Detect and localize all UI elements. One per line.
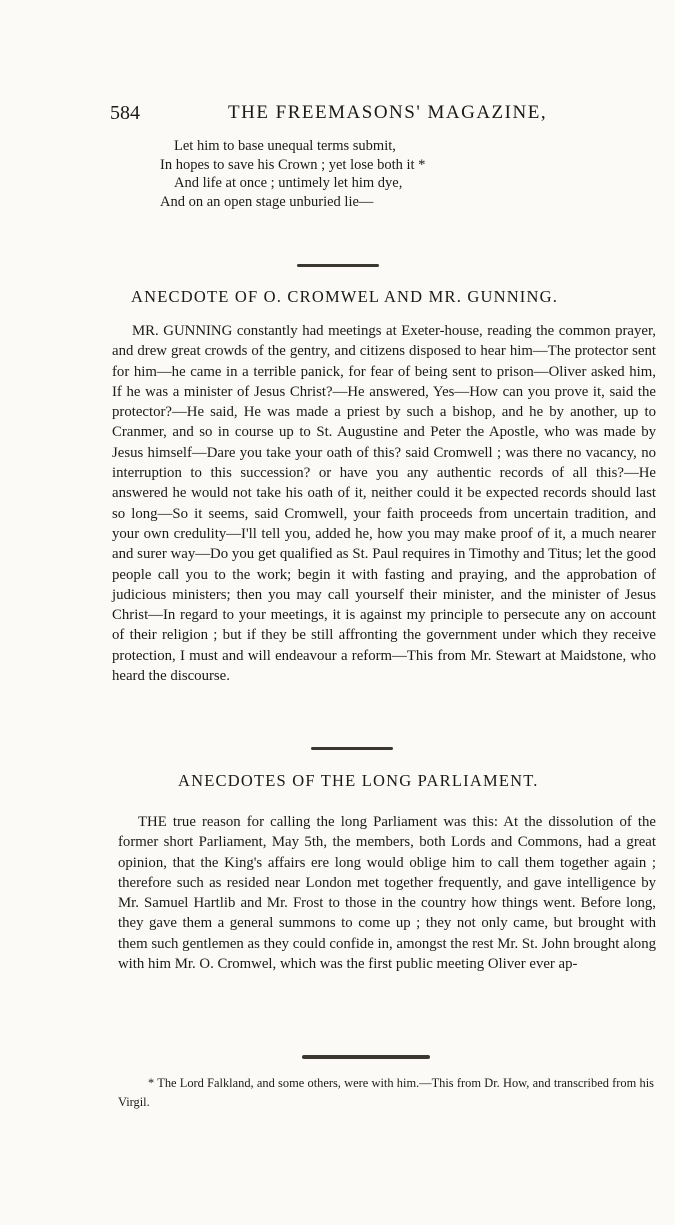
verse-line: And life at once ; untimely let him dye, <box>174 175 403 192</box>
article-heading: ANECDOTES OF THE LONG PARLIAMENT. <box>178 771 539 790</box>
footnote-divider <box>302 1055 430 1059</box>
section-divider <box>297 264 379 267</box>
article-heading: ANECDOTE OF O. CROMWEL AND MR. GUNNING. <box>131 287 559 306</box>
article-body: THE true reason for calling the long Parliament was this: At the dissolution of the former short Parliament, May 5th, the members, both Lords and Commons, had a great opinion, that the King's affairs ere long would oblige him to call them together again ; therefore such as resided near London met together frequently, and gave intelligence by Mr. Samuel Hartlib and Mr. Frost to those in the country how things went. Before long, they gave them a general summons to come up ; they not only came, but brought with them such gentlemen as they could confide in, amongst the rest Mr. St. John brought along with him Mr. O. Cromwel, which was the first public meeting Oliver ever ap- <box>118 814 656 973</box>
section-divider <box>311 747 393 750</box>
page-number: 584 <box>110 102 140 124</box>
running-title: THE FREEMASONS' MAGAZINE, <box>228 102 548 123</box>
verse-line: In hopes to save his Crown ; yet lose both it * <box>160 156 426 173</box>
page-header <box>110 102 670 132</box>
verse-line: Let him to base unequal terms submit, <box>174 138 396 154</box>
verse-block <box>160 137 580 211</box>
article-body: MR. GUNNING constantly had meetings at Exeter-house, reading the common prayer, and drew great crowds of the gentry, and citizens disposed to hear him—The protector sent for him—he came in a terrible panick, for fear of being sent to prison—Oliver asked him, If he was a minister of Jesus Christ?—He answered, Yes—How can you prove it, said the protector?—He said, He was made a priest by such a bishop, and he by another, up to Cranmer, and so in course up to St. Augustine and Peter the Apostle, who was made by Jesus himself—Dare you take your oath of this? said Cromwell ; was there no vacancy, no interruption to this succession? or have you any authentic records of all this?—He answered he would not take his oath of it, neither could it be expected records should last so long—So it seems, said Cromwell, your faith proceeds from uncertain tradition, and your own credulity—I'll tell you, added he, how you may make proof of it, a much nearer and surer way—Do you get qualified as St. Paul requires in Timothy and Titus; let the good people call you to the work; begin it with fasting and praying, and the approbation of judicious ministers; then you may call yourself their minister, and the minister of Jesus Christ—In regard to your meetings, it is against my principle to persecute any on account of their religion ; but if they be still affronting the government under which they receive protection, I must and will endeavour a reform—This from Mr. Stewart at Maidstone, who heard the discourse. <box>112 323 656 685</box>
verse-line: And on an open stage unburied lie— <box>160 193 374 210</box>
footnote: * The Lord Falkland, and some others, were with him.—This from Dr. How, and transcribed from his Virgil. <box>118 1076 654 1109</box>
